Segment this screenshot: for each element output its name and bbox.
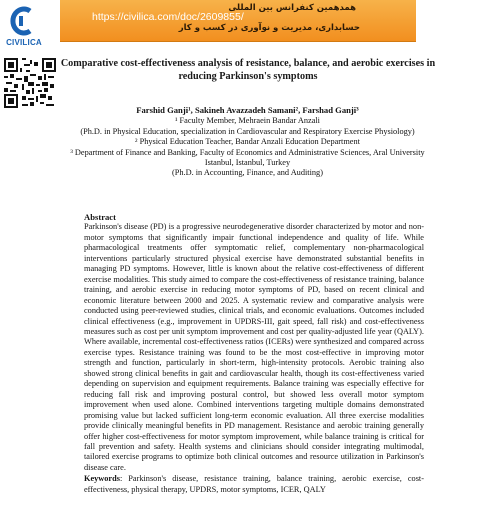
affiliation-3: ³ Department of Finance and Banking, Faculty of Economics and Administrative Sciences, Aral University Istanbul, Istanbul, Turkey bbox=[70, 147, 425, 168]
paper-title: Comparative cost-effectiveness analysis of resistance, balance, and aerobic exercises in reducing Parkinson's symptoms bbox=[60, 58, 436, 82]
keywords-label: Keywords bbox=[84, 474, 120, 484]
keywords bbox=[84, 474, 424, 495]
civilica-logo bbox=[2, 6, 46, 58]
affiliation-3-detail: (Ph.D. in Accounting, Finance, and Auditing) bbox=[172, 168, 323, 178]
abstract-section bbox=[84, 212, 424, 495]
abstract-heading: Abstract bbox=[84, 212, 116, 222]
affiliation-1-detail: (Ph.D. in Physical Education, specialization in Cardiovascular and Respiratory Exercise Physiology) bbox=[80, 126, 415, 136]
civilica-logo-icon bbox=[8, 6, 34, 36]
author-names: Farshid Ganji¹, Sakineh Avazzadeh Samani², Farshad Ganji³ bbox=[136, 105, 359, 115]
abstract-body: Parkinson's disease (PD) is a progressive neurodegenerative disorder characterized by motor and non-motor symptoms that significantly impair functional independence and quality of life. While pharmacological treatments offer symptomatic relief, complementary non-pharmacological interventions particularly structured physical exercise have demonstrated substantial benefits in managing PD symptoms. However, little is known about the relative cost-effectiveness of different exercise modalities. This study aimed to compare the cost-effectiveness of resistance training, balance training, and aerobic exercise in reducing motor symptoms of PD, based on recent clinical and economic literature between 2000 and 2025. A systematic review and comparative analysis were conducted using peer-reviewed studies, clinical trials, and economic evaluations. Outcomes included clinical effectiveness (e.g., improvement in UPDRS-III, gait speed, fall risk) and cost-effectiveness measures such as cost per unit symptom improvement and cost per quality-adjusted life year (QALY). Where available, incremental cost-effectiveness ratios (ICERs) were synthesized and compared across exercise types. Resistance training was found to be the most cost-effective in improving motor strength and function, particularly in short-term, high-intensity protocols. Aerobic training also showed strong clinical benefits in gait and cardiovascular health, though its cost-effectiveness varied depending on supervision and equipment requirements. Balance training was especially effective for reducing fall risk and improving postural control, but showed less overall motor symptom improvement when used alone. Combined interventions targeting multiple domains demonstrated promising value but lacked sufficient long-term economic evaluation. All three exercise modalities provide clinically meaningful benefits in PD management. Resistance and aerobic training generally offer higher cost-effectiveness for motor symptom improvement, while balance training is critical for fall prevention and safety. Health systems and clinicians should consider integrating multimodal, tailored exercise programs to optimize both clinical outcomes and resource utilization in Parkinson's disease care. bbox=[84, 222, 424, 472]
banner-line-1: همدهمین کنفرانس بین المللی bbox=[228, 3, 356, 13]
document-url[interactable]: https://civilica.com/doc/2609855/ bbox=[92, 11, 244, 23]
qr-code-icon bbox=[4, 58, 56, 108]
banner-line-2: حسابداری، مدیریت و نوآوری در کسب و کار bbox=[178, 23, 360, 33]
logo-text: CIVILICA bbox=[6, 38, 42, 47]
affiliation-2: ² Physical Education Teacher, Bandar Anzali Education Department bbox=[135, 137, 360, 147]
conference-banner bbox=[60, 0, 416, 42]
affiliation-1: ¹ Faculty Member, Mehraein Bandar Anzali bbox=[174, 116, 320, 126]
keywords-text: : Parkinson's disease, resistance training, balance training, aerobic exercise, cost-effectiveness, physical therapy, UPDRS, motor symptoms, ICER, QALY bbox=[84, 474, 424, 494]
author-block bbox=[60, 105, 435, 179]
